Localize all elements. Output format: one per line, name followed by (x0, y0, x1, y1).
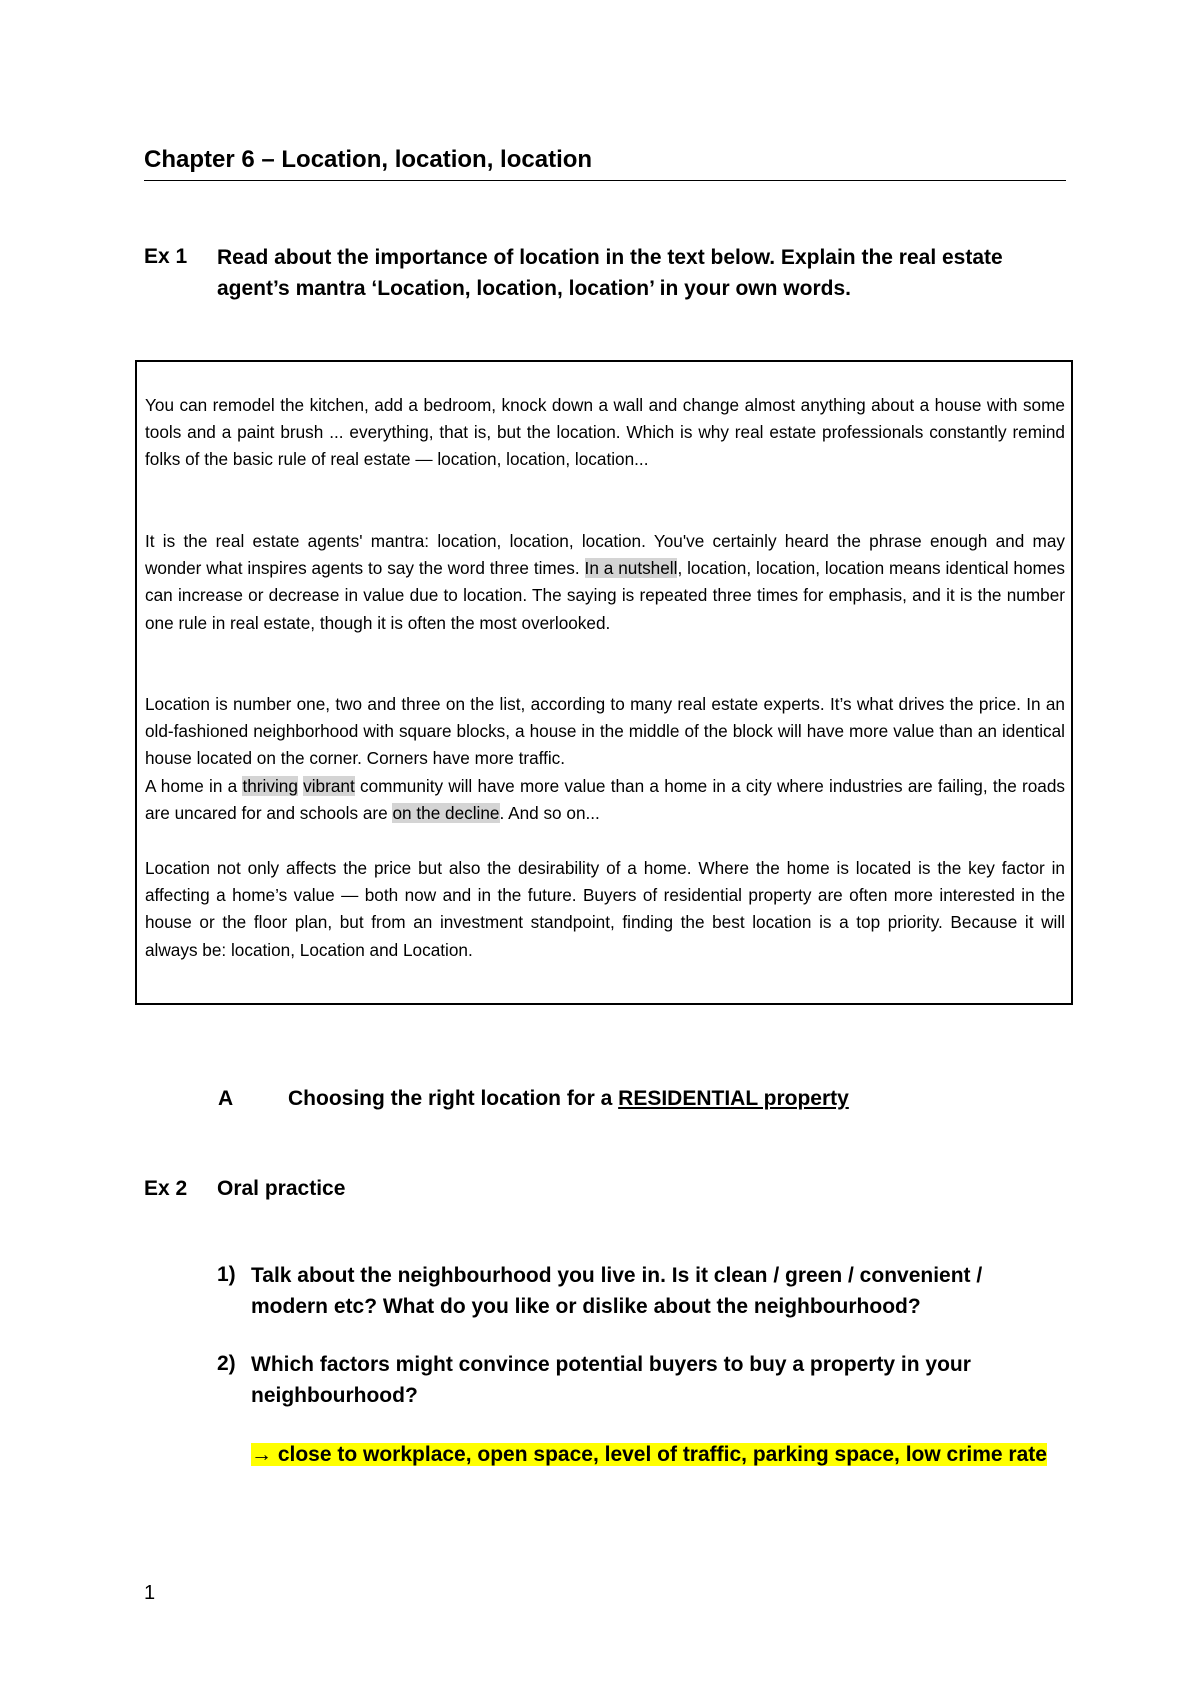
question-1-text (251, 1260, 1031, 1322)
arrow-icon: → (251, 1443, 272, 1466)
question-1-line1: Talk about the neighbourhood you live in. Is it clean / green / convenient / (251, 1264, 983, 1287)
question-2-text (251, 1349, 1031, 1411)
reading-paragraph-3 (145, 691, 1065, 827)
question-1-line2: modern etc? What do you like or dislike about the neighbourhood? (251, 1295, 921, 1318)
highlight-in-a-nutshell: In a nutshell (584, 558, 678, 579)
reading-paragraph-2 (145, 528, 1065, 637)
answer-highlight (251, 1443, 1047, 1466)
question-1-number: 1) (217, 1263, 236, 1286)
page-number: 1 (144, 1582, 156, 1604)
p3-sentence-community (145, 773, 1065, 827)
section-a-title (288, 1087, 849, 1111)
p3-text-d: . And so on... (499, 802, 600, 823)
question-2-line1: Which factors might convince potential buyers to buy a property in your (251, 1353, 971, 1376)
ex1-instruction (217, 242, 1077, 304)
p3-sentence-block: Location is number one, two and three on the list, according to many real estate experts. It’s what drives the price. In an old-fashioned neighborhood with square blocks, a house in the middle of the block will have more value than an identical house located on the corner. Corners have more traffic. (145, 694, 1065, 769)
p3-text-c: community will have more value than a home in a city where industries are failing, the roads are uncared for and schools are (145, 775, 1066, 823)
reading-paragraph-4: Location not only affects the price but also the desirability of a home. Where the home is located is the key factor in affecting a home’s value — both now and in the future. Buyers of residential property are often more interested in the house or the floor plan, but from an investment standpoint, finding the best location is a top priority. Because it will always be: location, Location and Location. (145, 858, 1065, 960)
ex1-instruction-line2: agent’s mantra ‘Location, location, location’ in your own words. (217, 277, 851, 300)
highlight-vibrant: vibrant (303, 775, 355, 796)
highlight-thriving: thriving (242, 775, 298, 796)
section-a-title-prefix: Choosing the right location for a (288, 1087, 619, 1110)
ex2-label: Ex 2 (144, 1177, 188, 1200)
reading-paragraph-1: You can remodel the kitchen, add a bedroom, knock down a wall and change almost anything about a house with some tools and a paint brush ... everything, that is, but the location. Which is why real estate professionals constantly remind folks of the basic rule of real estate — location, location, location... (145, 395, 1065, 470)
chapter-title: Chapter 6 – Location, location, location (144, 146, 593, 173)
section-a-letter: A (218, 1087, 234, 1110)
answer-line (251, 1443, 1047, 1467)
p2-text-start: It is the real estate agents' mantra: location, location, location. You've certainly heard the phrase enough and may wonder what inspires agents to say the word three times. (145, 531, 1065, 579)
p3-text-a: A home in a (145, 775, 243, 796)
question-2-number: 2) (217, 1352, 236, 1375)
answer-text: close to workplace, open space, level of traffic, parking space, low crime rate (272, 1443, 1047, 1466)
ex1-label: Ex 1 (144, 245, 188, 268)
question-2-line2: neighbourhood? (251, 1384, 418, 1407)
ex2-title: Oral practice (217, 1177, 346, 1200)
section-a-title-underlined: RESIDENTIAL property (618, 1087, 849, 1110)
title-underline (144, 180, 1066, 181)
ex1-instruction-line1: Read about the importance of location in the text below. Explain the real estate (217, 246, 1003, 269)
highlight-on-the-decline: on the decline (392, 802, 500, 823)
p2-text-end: , location, location, location means identical homes can increase or decrease in value due to location. The saying is repeated three times for emphasis, and it is the number one rule in real estate, though it is often the most overlooked. (145, 558, 1066, 633)
